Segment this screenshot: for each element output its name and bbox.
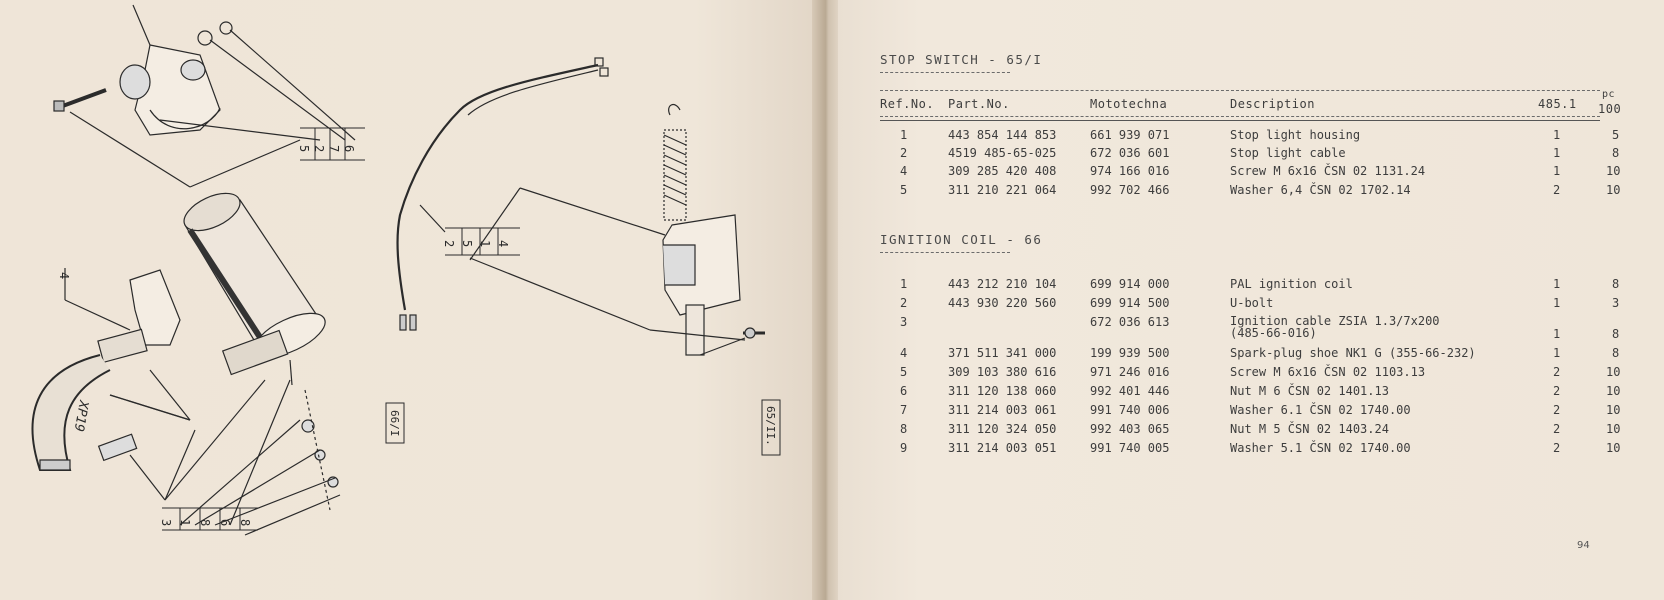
cell-part: 309 103 380 616 [948, 365, 1057, 379]
cell-ref: 7 [900, 403, 908, 417]
header-part-no: Part.No. [948, 97, 1010, 111]
callout-number: 5 [460, 240, 474, 248]
callout-number: 6 [342, 145, 356, 153]
cell-qty: 1 [1553, 296, 1561, 310]
cell-moto: 992 702 466 [1090, 183, 1170, 197]
cell-qty: 2 [1553, 441, 1561, 455]
cell-qty: 2 [1553, 365, 1561, 379]
cell-part: 443 854 144 853 [948, 128, 1057, 142]
cell-part: 311 120 138 060 [948, 384, 1057, 398]
cell-moto: 672 036 613 [1090, 315, 1170, 329]
cell-moto: 699 914 500 [1090, 296, 1170, 310]
cell-pc: 10 [1606, 403, 1621, 417]
cell-qty: 2 [1553, 183, 1561, 197]
cell-qty: 1 [1553, 327, 1561, 341]
header-pc: pc [1602, 89, 1616, 100]
title-underline [880, 72, 1010, 73]
cell-desc: Nut M 6 ČSN 02 1401.13 [1230, 384, 1389, 398]
cell-pc: 10 [1606, 164, 1621, 178]
cell-desc: Nut M 5 ČSN 02 1403.24 [1230, 422, 1389, 436]
callout-number: 3 [159, 519, 173, 527]
callout-stack-stop-switch [442, 228, 520, 255]
header-bottom-rule-solid [880, 120, 1600, 121]
header-quantity-485: 485.1 [1538, 97, 1577, 111]
left-page-drawings [0, 0, 818, 600]
callout-stack-coil [159, 508, 258, 530]
cell-pc: 10 [1606, 183, 1621, 197]
cell-moto: 992 403 065 [1090, 422, 1170, 436]
cell-ref: 4 [900, 346, 908, 360]
cell-part: 311 214 003 051 [948, 441, 1057, 455]
header-description: Description [1230, 97, 1315, 111]
cell-desc-continued: (485-66-016) [1230, 326, 1317, 340]
cell-part: 309 285 420 408 [948, 164, 1057, 178]
cell-pc: 10 [1606, 422, 1621, 436]
cell-ref: 5 [900, 365, 908, 379]
cell-pc: 8 [1612, 146, 1620, 160]
cell-pc: 10 [1606, 365, 1621, 379]
section-title-stop-switch: STOP SWITCH - 65/I [880, 52, 1043, 67]
header-ref-no: Ref.No. [880, 97, 935, 111]
cell-qty: 1 [1553, 346, 1561, 360]
callout-number: 5 [297, 145, 311, 153]
cell-desc: Spark-plug shoe NK1 G (355-66-232) [1230, 346, 1476, 360]
table-top-rule [880, 90, 1600, 91]
cell-moto: 991 740 005 [1090, 441, 1170, 455]
cell-ref: 4 [900, 164, 908, 178]
cell-pc: 3 [1612, 296, 1620, 310]
cell-qty: 2 [1553, 422, 1561, 436]
cell-pc: 10 [1606, 384, 1621, 398]
cell-part: 443 930 220 560 [948, 296, 1057, 310]
cell-pc: 10 [1606, 441, 1621, 455]
cell-qty: 2 [1553, 403, 1561, 417]
callout-number: 4 [496, 240, 510, 248]
callout-number: 2 [442, 240, 456, 248]
callout-number: 1 [478, 240, 492, 248]
cell-desc: Stop light cable [1230, 146, 1346, 160]
cell-ref: 1 [900, 128, 908, 142]
cell-desc: Ignition cable ZSIA 1.3/7x200 [1230, 314, 1440, 328]
exploded-parts-drawing [0, 0, 818, 600]
ignition-coil-illustration [178, 186, 338, 510]
cell-desc: Washer 6,4 ČSN 02 1702.14 [1230, 183, 1411, 197]
callout-stack-housing [297, 128, 365, 160]
cell-moto: 699 914 000 [1090, 277, 1170, 291]
cell-desc: Screw M 6x16 ČSN 02 1131.24 [1230, 164, 1426, 178]
cell-moto: 199 939 500 [1090, 346, 1170, 360]
cell-desc: Washer 5.1 ČSN 02 1740.00 [1230, 441, 1411, 455]
callout-number: 4 [57, 272, 71, 280]
figure-label-text: 66/I [388, 410, 401, 437]
cell-qty: 2 [1553, 384, 1561, 398]
cell-part: 311 120 324 050 [948, 422, 1057, 436]
cell-moto: 974 166 016 [1090, 164, 1170, 178]
stop-light-cable-illustration [398, 58, 608, 330]
cell-moto: 991 740 006 [1090, 403, 1170, 417]
cell-desc: Washer 6.1 ČSN 02 1740.00 [1230, 403, 1411, 417]
cell-qty: 1 [1553, 164, 1561, 178]
stop-switch-illustration [470, 105, 765, 355]
cell-moto: 992 401 446 [1090, 384, 1170, 398]
cell-ref: 6 [900, 384, 908, 398]
cell-part: 311 214 003 061 [948, 403, 1057, 417]
page-number: 94 [1577, 540, 1590, 551]
cell-ref: 8 [900, 422, 908, 436]
handwritten-note: XP19 [70, 399, 91, 433]
header-mototechna: Mototechna [1090, 97, 1168, 111]
callout-number: 7 [327, 145, 341, 153]
cell-part: 4519 485-65-025 [948, 146, 1057, 160]
header-bottom-rule [880, 116, 1600, 117]
figure-label-66 [386, 403, 404, 443]
cell-ref: 5 [900, 183, 908, 197]
cell-pc: 8 [1612, 327, 1620, 341]
cell-desc: PAL ignition coil [1230, 277, 1353, 291]
callout-number: 8 [238, 519, 252, 527]
figure-label-text: 65/II. [764, 406, 777, 446]
callout-number: 6 [218, 519, 232, 527]
callout-number: 2 [312, 145, 326, 153]
cell-ref: 2 [900, 146, 908, 160]
cell-part: 443 212 210 104 [948, 277, 1057, 291]
cell-desc: Stop light housing [1230, 128, 1361, 142]
cell-desc: U-bolt [1230, 296, 1274, 310]
header-per-100: 100 [1598, 102, 1622, 116]
cell-part: 311 210 221 064 [948, 183, 1057, 197]
cell-desc: Screw M 6x16 ČSN 02 1103.13 [1230, 365, 1426, 379]
cell-moto: 661 939 071 [1090, 128, 1170, 142]
cell-pc: 8 [1612, 277, 1620, 291]
cell-qty: 1 [1553, 277, 1561, 291]
cell-moto: 971 246 016 [1090, 365, 1170, 379]
cell-moto: 672 036 601 [1090, 146, 1170, 160]
cell-ref: 2 [900, 296, 908, 310]
cell-qty: 1 [1553, 128, 1561, 142]
cell-ref: 9 [900, 441, 908, 455]
callout-number: 1 [178, 519, 192, 527]
cell-part: 371 511 341 000 [948, 346, 1057, 360]
cell-pc: 8 [1612, 346, 1620, 360]
cell-ref: 1 [900, 277, 908, 291]
callout-number: 8 [198, 519, 212, 527]
title-underline [880, 252, 1010, 253]
cell-ref: 3 [900, 315, 908, 329]
section-title-ignition-coil: IGNITION COIL - 66 [880, 232, 1043, 247]
cell-pc: 5 [1612, 128, 1620, 142]
figure-label-65 [762, 400, 780, 455]
cell-qty: 1 [1553, 146, 1561, 160]
